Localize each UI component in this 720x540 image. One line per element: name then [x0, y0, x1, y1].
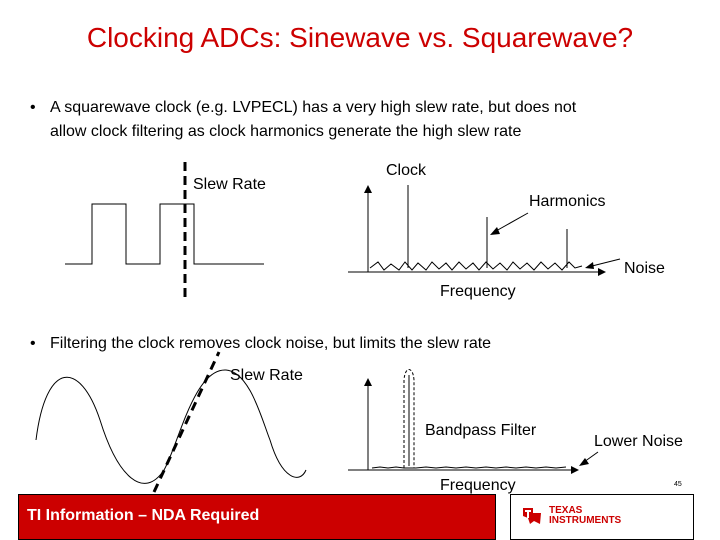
- page-number: 45: [674, 481, 682, 488]
- bullet-dot: •: [30, 99, 36, 116]
- filtered-noise-line: [372, 467, 566, 468]
- footer-banner: [18, 494, 496, 540]
- sinewave-line: [36, 370, 306, 483]
- frequency-label-top: Frequency: [440, 283, 516, 300]
- bullet-text: Filtering the clock removes clock noise, but limits the slew rate: [50, 335, 492, 352]
- frequency-label-bottom: Frequency: [440, 477, 516, 494]
- bandpass-filter-label: Bandpass Filter: [425, 422, 537, 439]
- ti-logo-text: [549, 506, 621, 526]
- harmonics-pointer-head: [490, 227, 500, 235]
- lower-noise-label: Lower Noise: [594, 433, 683, 450]
- noise-label: Noise: [624, 260, 665, 277]
- footer-text: TI Information – NDA Required: [27, 507, 260, 524]
- noise-pointer-arrow: [592, 259, 620, 266]
- ti-logo-icon: [521, 505, 543, 527]
- squarewave-line: [65, 204, 264, 264]
- bullet-dot: •: [30, 335, 36, 352]
- harmonics-label: Harmonics: [529, 193, 606, 210]
- slew-rate-marker-bottom: [154, 352, 219, 492]
- ti-logo: [510, 494, 694, 540]
- harmonics-pointer-arrow: [496, 213, 528, 231]
- logo-line2: INSTRUMENTS: [549, 515, 622, 526]
- noise-pointer-head: [585, 262, 594, 269]
- bullet-text-line1: A squarewave clock (e.g. LVPECL) has a very high slew rate, but does not: [50, 99, 577, 116]
- slew-rate-label-bottom: Slew Rate: [230, 367, 303, 384]
- filtered-y-arrow: [364, 378, 372, 386]
- slew-rate-label-top: Slew Rate: [193, 176, 266, 193]
- logo-line1: TEXAS: [549, 505, 583, 516]
- spectrum-x-arrow: [598, 268, 606, 276]
- slide-title: Clocking ADCs: Sinewave vs. Squarewave?: [86, 22, 634, 53]
- bullet-text-line2: allow clock filtering as clock harmonics generate the high slew rate: [50, 123, 522, 140]
- clock-label: Clock: [386, 162, 427, 179]
- spectrum-y-arrow: [364, 185, 372, 193]
- filtered-x-arrow: [571, 466, 579, 474]
- spectrum-noise-line: [370, 262, 582, 270]
